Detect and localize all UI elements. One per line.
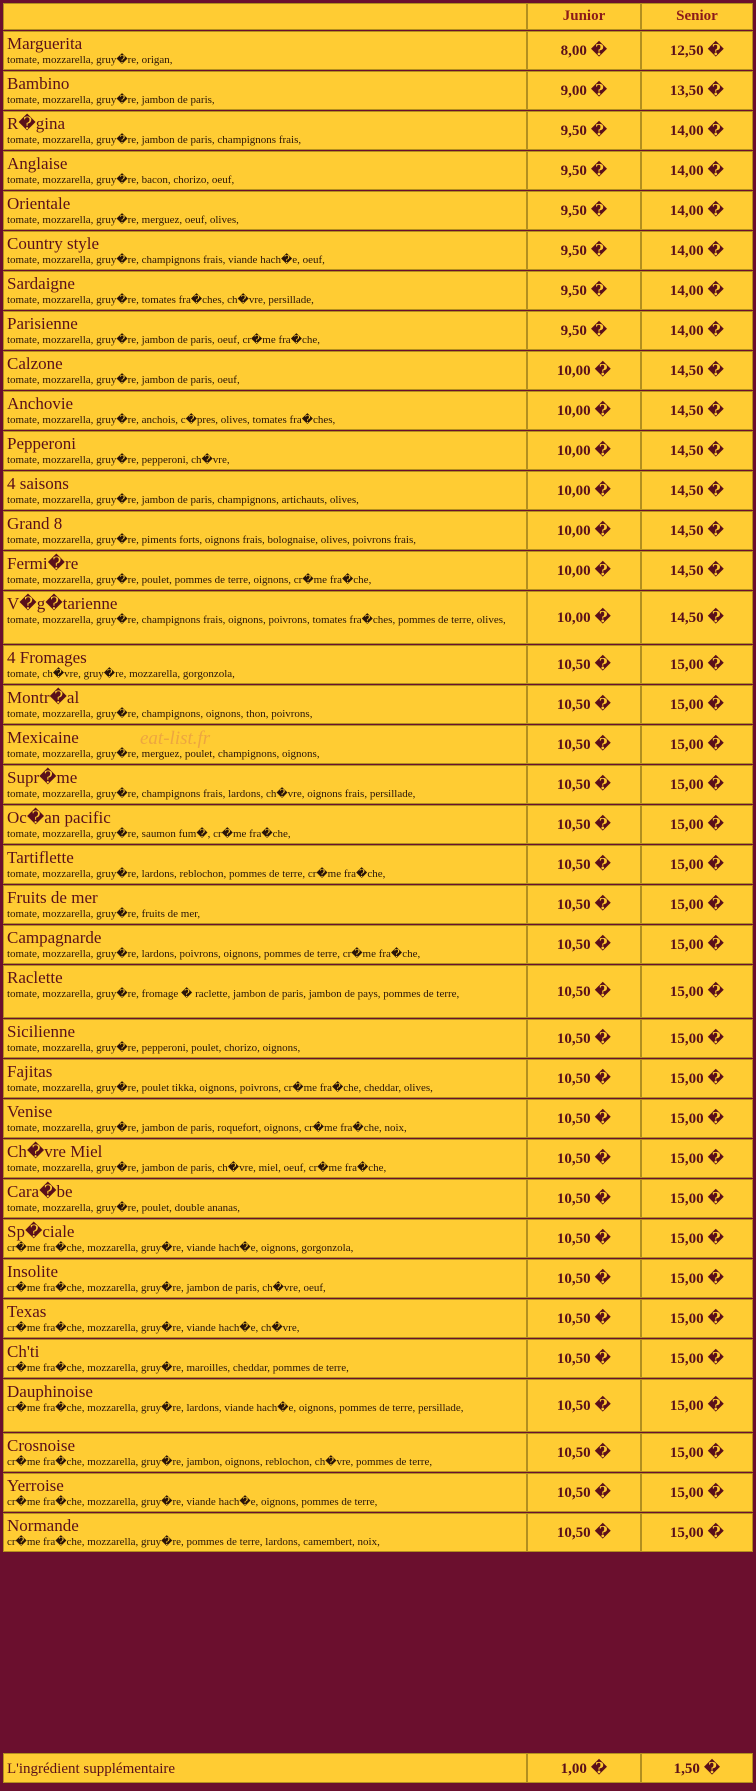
watermark-text: eat-list.fr <box>140 728 211 749</box>
senior-price: 15,00 � <box>641 1339 753 1378</box>
junior-price: 9,50 � <box>527 151 641 190</box>
pizza-name-cell <box>3 965 527 1018</box>
pizza-row <box>3 31 753 70</box>
junior-price: 10,50 � <box>527 1259 641 1298</box>
pizza-ingredients: cr�me fra�che, mozzarella, gruy�re, pommes de terre, lardons, camembert, noix, <box>7 1536 380 1548</box>
junior-price: 10,50 � <box>527 645 641 684</box>
pizza-ingredients: cr�me fra�che, mozzarella, gruy�re, viande hach�e, ch�vre, <box>7 1322 300 1334</box>
pizza-name: Sp�ciale <box>7 1222 75 1241</box>
pizza-name-cell <box>3 1139 527 1178</box>
senior-price: 14,00 � <box>641 151 753 190</box>
pizza-ingredients: cr�me fra�che, mozzarella, gruy�re, viande hach�e, oignons, pommes de terre, <box>7 1496 378 1508</box>
pizza-row <box>3 151 753 190</box>
junior-price: 9,50 � <box>527 231 641 270</box>
pizza-name-cell <box>3 1339 527 1378</box>
pizza-name-cell <box>3 1433 527 1472</box>
pizza-ingredients: tomate, mozzarella, gruy�re, poulet, pommes de terre, oignons, cr�me fra�che, <box>7 574 372 586</box>
pizza-ingredients: tomate, mozzarella, gruy�re, champignons frais, viande hach�e, oeuf, <box>7 254 325 266</box>
pizza-ingredients: cr�me fra�che, mozzarella, gruy�re, maroilles, cheddar, pommes de terre, <box>7 1362 349 1374</box>
pizza-name: Normande <box>7 1516 79 1535</box>
pizza-name-cell <box>3 1059 527 1098</box>
pizza-name-cell <box>3 1219 527 1258</box>
pizza-row <box>3 845 753 884</box>
pizza-name-cell <box>3 151 527 190</box>
pizza-ingredients: tomate, mozzarella, gruy�re, piments forts, oignons frais, bolognaise, olives, poivrons frais, <box>7 534 417 546</box>
pizza-name-cell <box>3 1019 527 1058</box>
senior-price: 14,00 � <box>641 111 753 150</box>
senior-price: 15,00 � <box>641 1299 753 1338</box>
pizza-row <box>3 805 753 844</box>
pizza-name-cell <box>3 231 527 270</box>
pizza-name-cell <box>3 591 527 644</box>
pizza-row <box>3 551 753 590</box>
senior-price: 14,50 � <box>641 391 753 430</box>
pizza-ingredients: tomate, mozzarella, gruy�re, merguez, poulet, champignons, oignons, <box>7 748 320 760</box>
pizza-row <box>3 471 753 510</box>
junior-price: 10,50 � <box>527 1299 641 1338</box>
senior-price: 14,00 � <box>641 191 753 230</box>
junior-price: 10,50 � <box>527 845 641 884</box>
pizza-name: Calzone <box>7 354 63 373</box>
pizza-row <box>3 1139 753 1178</box>
senior-price: 15,00 � <box>641 645 753 684</box>
header-senior: Senior <box>641 3 753 30</box>
senior-price: 12,50 � <box>641 31 753 70</box>
senior-price: 14,00 � <box>641 311 753 350</box>
pizza-name: Fruits de mer <box>7 888 98 907</box>
pizza-ingredients: tomate, mozzarella, gruy�re, poulet, double ananas, <box>7 1202 241 1214</box>
senior-price: 15,00 � <box>641 1139 753 1178</box>
pizza-name: Orientale <box>7 194 71 213</box>
pizza-row <box>3 765 753 804</box>
pizza-row <box>3 1299 753 1338</box>
senior-price: 13,50 � <box>641 71 753 110</box>
header-row <box>3 3 753 30</box>
junior-price: 10,00 � <box>527 511 641 550</box>
pizza-name-cell <box>3 471 527 510</box>
pizza-row <box>3 885 753 924</box>
pizza-name-cell <box>3 765 527 804</box>
pizza-name-cell <box>3 1473 527 1512</box>
pizza-name-cell <box>3 311 527 350</box>
pizza-name: Fajitas <box>7 1062 53 1081</box>
junior-price: 10,00 � <box>527 351 641 390</box>
header-empty-cell <box>3 3 527 30</box>
senior-price: 15,00 � <box>641 1473 753 1512</box>
pizza-name: 4 saisons <box>7 474 69 493</box>
junior-price: 10,50 � <box>527 725 641 764</box>
pizza-row <box>3 1259 753 1298</box>
pizza-row <box>3 645 753 684</box>
pizza-row <box>3 1379 753 1432</box>
pizza-ingredients: tomate, mozzarella, gruy�re, champignons frais, lardons, ch�vre, oignons frais, persillade, <box>7 788 416 800</box>
junior-price: 10,50 � <box>527 965 641 1018</box>
pizza-row <box>3 311 753 350</box>
pizza-ingredients: tomate, mozzarella, gruy�re, pepperoni, poulet, chorizo, oignons, <box>7 1042 301 1054</box>
pizza-ingredients: tomate, mozzarella, gruy�re, anchois, c�pres, olives, tomates fra�ches, <box>7 414 336 426</box>
senior-price: 15,00 � <box>641 685 753 724</box>
pizza-name: Raclette <box>7 968 63 987</box>
pizza-name-cell <box>3 645 527 684</box>
junior-price: 10,50 � <box>527 685 641 724</box>
pizza-row <box>3 1179 753 1218</box>
senior-price: 15,00 � <box>641 1099 753 1138</box>
senior-price: 14,50 � <box>641 551 753 590</box>
pizza-name-cell <box>3 1099 527 1138</box>
junior-price: 10,50 � <box>527 885 641 924</box>
pizza-row <box>3 1059 753 1098</box>
senior-price: 15,00 � <box>641 805 753 844</box>
pizza-row <box>3 271 753 310</box>
pizza-row <box>3 1433 753 1472</box>
senior-price: 15,00 � <box>641 1433 753 1472</box>
pizza-name: V�g�tarienne <box>7 594 118 613</box>
junior-price: 10,50 � <box>527 1179 641 1218</box>
senior-price: 15,00 � <box>641 965 753 1018</box>
junior-price: 10,50 � <box>527 1339 641 1378</box>
pizza-ingredients: tomate, mozzarella, gruy�re, jambon de paris, oeuf, <box>7 374 240 386</box>
pizza-row <box>3 1339 753 1378</box>
pizza-row <box>3 1019 753 1058</box>
pizza-name-cell <box>3 725 527 764</box>
pizza-ingredients: tomate, mozzarella, gruy�re, lardons, poivrons, oignons, pommes de terre, cr�me fra�che, <box>7 948 421 960</box>
pizza-row <box>3 725 753 764</box>
junior-price: 10,50 � <box>527 1433 641 1472</box>
pizza-row <box>3 391 753 430</box>
pizza-name: Bambino <box>7 74 70 93</box>
senior-price: 15,00 � <box>641 1059 753 1098</box>
pizza-ingredients: tomate, mozzarella, gruy�re, jambon de paris, oeuf, cr�me fra�che, <box>7 334 320 346</box>
senior-price: 15,00 � <box>641 1259 753 1298</box>
pizza-ingredients: tomate, mozzarella, gruy�re, tomates fra�ches, ch�vre, persillade, <box>7 294 314 306</box>
junior-price: 8,00 � <box>527 31 641 70</box>
senior-price: 15,00 � <box>641 765 753 804</box>
pizza-name: Crosnoise <box>7 1436 75 1455</box>
pizza-name-cell <box>3 1259 527 1298</box>
pizza-name: Fermi�re <box>7 554 79 573</box>
extra-ingredient-row <box>3 1753 753 1783</box>
pizza-name-cell <box>3 431 527 470</box>
pizza-name-cell <box>3 925 527 964</box>
junior-price: 9,50 � <box>527 191 641 230</box>
pizza-name: Campagnarde <box>7 928 102 947</box>
pizza-name: Sicilienne <box>7 1022 75 1041</box>
pizza-name-cell <box>3 805 527 844</box>
junior-price: 10,00 � <box>527 551 641 590</box>
pizza-row <box>3 71 753 110</box>
pizza-name: Anglaise <box>7 154 68 173</box>
pizza-name: R�gina <box>7 114 66 133</box>
pizza-name-cell <box>3 1513 527 1552</box>
senior-price: 14,50 � <box>641 431 753 470</box>
pizza-name: Pepperoni <box>7 434 76 453</box>
junior-price: 10,00 � <box>527 431 641 470</box>
pizza-name-cell <box>3 845 527 884</box>
pizza-name: Cara�be <box>7 1182 73 1201</box>
pizza-name: Supr�me <box>7 768 78 787</box>
senior-price: 15,00 � <box>641 1179 753 1218</box>
senior-price: 15,00 � <box>641 925 753 964</box>
pizza-name-cell <box>3 885 527 924</box>
pizza-name-cell <box>3 71 527 110</box>
pizza-name: Ch'ti <box>7 1342 40 1361</box>
pizza-row <box>3 351 753 390</box>
pizza-name: Ch�vre Miel <box>7 1142 103 1161</box>
pizza-name: Sardaigne <box>7 274 75 293</box>
pizza-name: Montr�al <box>7 688 80 707</box>
pizza-row <box>3 1513 753 1552</box>
junior-price: 10,00 � <box>527 391 641 430</box>
pizza-name: Country style <box>7 234 100 253</box>
junior-price: 10,50 � <box>527 1473 641 1512</box>
pizza-name-cell <box>3 191 527 230</box>
pizza-row <box>3 1219 753 1258</box>
header-junior: Junior <box>527 3 641 30</box>
pizza-name-cell <box>3 391 527 430</box>
pizza-name: Mexicaine <box>7 728 79 747</box>
junior-price: 10,50 � <box>527 925 641 964</box>
pizza-ingredients: tomate, mozzarella, gruy�re, pepperoni, ch�vre, <box>7 454 230 466</box>
pizza-name-cell <box>3 351 527 390</box>
pizza-row <box>3 511 753 550</box>
senior-price: 14,00 � <box>641 271 753 310</box>
pizza-ingredients: tomate, mozzarella, gruy�re, jambon de paris, <box>7 94 215 106</box>
pizza-ingredients: tomate, mozzarella, gruy�re, champignons frais, oignons, poivrons, tomates fra�ches, pommes de terre, olives, <box>7 614 506 626</box>
junior-price: 9,00 � <box>527 71 641 110</box>
extra-senior-price: 1,50 � <box>641 1753 753 1783</box>
pizza-row <box>3 685 753 724</box>
pizza-ingredients: tomate, mozzarella, gruy�re, jambon de paris, champignons frais, <box>7 134 302 146</box>
pizza-name-cell <box>3 31 527 70</box>
pizza-ingredients: tomate, mozzarella, gruy�re, jambon de paris, ch�vre, miel, oeuf, cr�me fra�che, <box>7 1162 387 1174</box>
senior-price: 14,50 � <box>641 471 753 510</box>
pizza-row <box>3 965 753 1018</box>
senior-price: 15,00 � <box>641 1379 753 1432</box>
pizza-ingredients: tomate, mozzarella, gruy�re, poulet tikka, oignons, poivrons, cr�me fra�che, cheddar, olives, <box>7 1082 433 1094</box>
pizza-ingredients: tomate, mozzarella, gruy�re, merguez, oeuf, olives, <box>7 214 239 226</box>
senior-price: 15,00 � <box>641 1219 753 1258</box>
pizza-name-cell <box>3 1299 527 1338</box>
pizza-ingredients: cr�me fra�che, mozzarella, gruy�re, jambon de paris, ch�vre, oeuf, <box>7 1282 326 1294</box>
pizza-name: 4 Fromages <box>7 648 87 667</box>
pizza-row <box>3 925 753 964</box>
pizza-ingredients: tomate, mozzarella, gruy�re, jambon de paris, champignons, artichauts, olives, <box>7 494 359 506</box>
pizza-ingredients: tomate, mozzarella, gruy�re, jambon de paris, roquefort, oignons, cr�me fra�che, noix, <box>7 1122 407 1134</box>
pizza-name-cell <box>3 1379 527 1432</box>
senior-price: 15,00 � <box>641 1513 753 1552</box>
pizza-row <box>3 1099 753 1138</box>
senior-price: 15,00 � <box>641 885 753 924</box>
pizza-ingredients: tomate, mozzarella, gruy�re, saumon fum�, cr�me fra�che, <box>7 828 291 840</box>
separator-band <box>0 1731 756 1751</box>
pizza-name-cell <box>3 551 527 590</box>
pizza-name-cell <box>3 271 527 310</box>
pizza-name-cell <box>3 685 527 724</box>
junior-price: 10,50 � <box>527 1379 641 1432</box>
pizza-name: Anchovie <box>7 394 74 413</box>
senior-price: 15,00 � <box>641 725 753 764</box>
senior-price: 15,00 � <box>641 845 753 884</box>
pizza-ingredients: tomate, mozzarella, gruy�re, fromage � raclette, jambon de paris, jambon de pays, pommes de terre, <box>7 988 460 1000</box>
junior-price: 10,50 � <box>527 1099 641 1138</box>
senior-price: 14,00 � <box>641 231 753 270</box>
junior-price: 10,50 � <box>527 765 641 804</box>
senior-price: 14,50 � <box>641 351 753 390</box>
junior-price: 10,50 � <box>527 1139 641 1178</box>
pizza-ingredients: tomate, mozzarella, gruy�re, origan, <box>7 54 173 66</box>
pizza-name: Marguerita <box>7 34 83 53</box>
junior-price: 10,50 � <box>527 1019 641 1058</box>
pizza-row <box>3 591 753 644</box>
junior-price: 10,00 � <box>527 471 641 510</box>
pizza-name: Parisienne <box>7 314 78 333</box>
pizza-row <box>3 231 753 270</box>
extra-junior-price: 1,00 � <box>527 1753 641 1783</box>
pizza-ingredients: tomate, mozzarella, gruy�re, fruits de mer, <box>7 908 201 920</box>
pizza-ingredients: cr�me fra�che, mozzarella, gruy�re, lardons, viande hach�e, oignons, pommes de terre, persillade, <box>7 1402 464 1414</box>
pizza-row <box>3 1473 753 1512</box>
pizza-row <box>3 191 753 230</box>
senior-price: 14,50 � <box>641 591 753 644</box>
pizza-ingredients: tomate, mozzarella, gruy�re, champignons, oignons, thon, poivrons, <box>7 708 313 720</box>
pizza-name: Yerroise <box>7 1476 64 1495</box>
pizza-ingredients: cr�me fra�che, mozzarella, gruy�re, jambon, oignons, reblochon, ch�vre, pommes de terre, <box>7 1456 433 1468</box>
pizza-name-cell <box>3 111 527 150</box>
pizza-row <box>3 431 753 470</box>
junior-price: 9,50 � <box>527 271 641 310</box>
junior-price: 9,50 � <box>527 311 641 350</box>
pizza-ingredients: tomate, mozzarella, gruy�re, bacon, chorizo, oeuf, <box>7 174 235 186</box>
senior-price: 14,50 � <box>641 511 753 550</box>
pizza-ingredients: tomate, ch�vre, gruy�re, mozzarella, gorgonzola, <box>7 668 235 680</box>
pizza-ingredients: tomate, mozzarella, gruy�re, lardons, reblochon, pommes de terre, cr�me fra�che, <box>7 868 386 880</box>
pizza-name: Grand 8 <box>7 514 63 533</box>
junior-price: 10,50 � <box>527 1219 641 1258</box>
pizza-name: Tartiflette <box>7 848 74 867</box>
pizza-name: Venise <box>7 1102 53 1121</box>
pizza-name: Dauphinoise <box>7 1382 93 1401</box>
pizza-name: Texas <box>7 1302 47 1321</box>
pizza-ingredients: cr�me fra�che, mozzarella, gruy�re, viande hach�e, oignons, gorgonzola, <box>7 1242 354 1254</box>
pizza-row <box>3 111 753 150</box>
junior-price: 9,50 � <box>527 111 641 150</box>
pizza-name-cell <box>3 511 527 550</box>
extra-ingredient-label: L'ingrédient supplémentaire <box>3 1753 527 1783</box>
junior-price: 10,50 � <box>527 1059 641 1098</box>
senior-price: 15,00 � <box>641 1019 753 1058</box>
junior-price: 10,00 � <box>527 591 641 644</box>
pizza-name: Insolite <box>7 1262 58 1281</box>
pizza-name: Oc�an pacific <box>7 808 111 827</box>
pizza-name-cell <box>3 1179 527 1218</box>
junior-price: 10,50 � <box>527 1513 641 1552</box>
junior-price: 10,50 � <box>527 805 641 844</box>
